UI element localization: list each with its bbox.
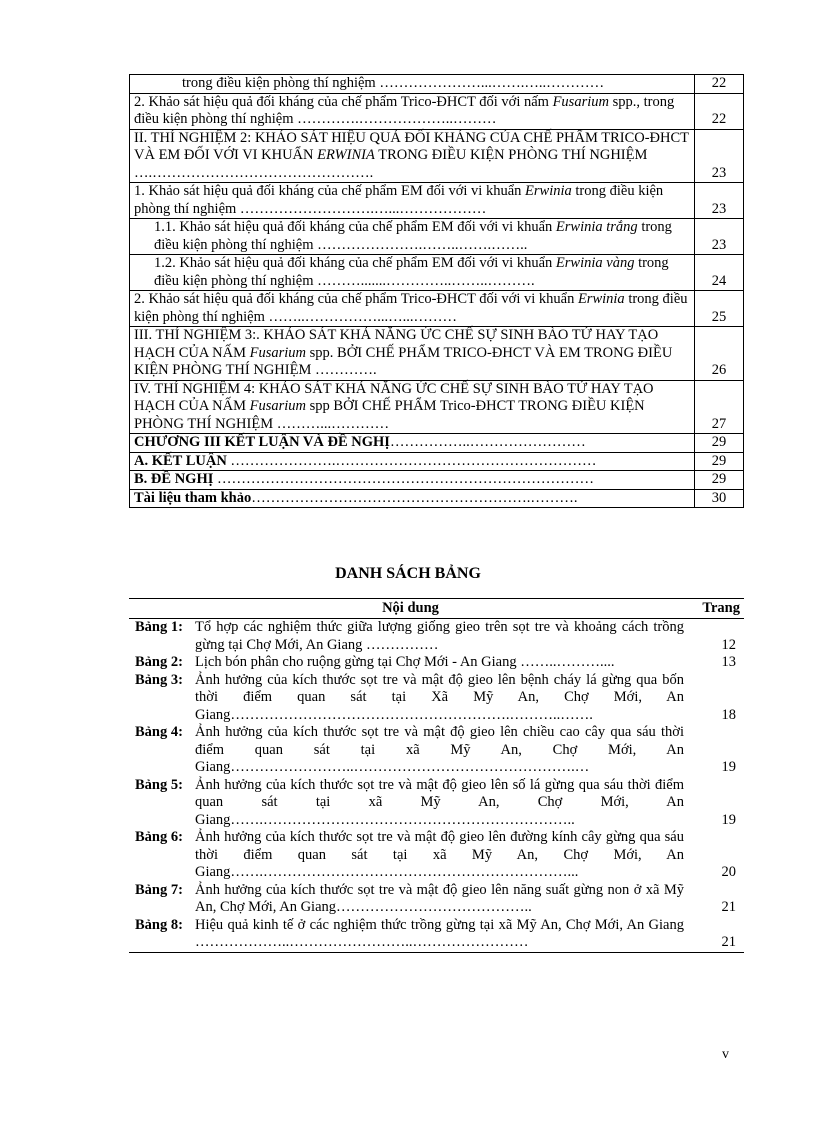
table-page: 12 [721, 636, 736, 653]
table-page: 19 [721, 759, 736, 775]
toc-row [130, 489, 744, 508]
toc-table [129, 74, 744, 508]
toc-entry: III. THÍ NGHIỆM 3:. KHẢO SÁT KHẢ NĂNG ỨC CHẾ SỰ SINH BÀO TỬ HAY TẠO HẠCH CỦA NẤM Fusarium spp. BỞI CHẾ PHẨM TRICO-ĐHCT VÀ EM TRONG ĐIỀU KIỆN PHÒNG THÍ NGHIỆM …………. [130, 327, 695, 381]
table-label: Bảng 1: [135, 619, 183, 635]
list-of-tables-title: DANH SÁCH BẢNG [335, 565, 481, 582]
table-page: 13 [721, 654, 736, 670]
toc-entry: 1. Khảo sát hiệu quả đối kháng của chế phẩm EM đối với vi khuẩn Erwinia trong điều kiện phòng thí nghiệm ……………………….…...……………… [130, 183, 695, 219]
toc-page: 30 [695, 489, 744, 508]
toc-row [130, 219, 744, 255]
table-row [129, 777, 744, 830]
toc-row [130, 327, 744, 381]
toc-page: 25 [695, 291, 744, 327]
table-label: Bảng 8: [135, 916, 183, 933]
toc-entry: 2. Khảo sát hiệu quả đối kháng của chế phẩm Trico-ĐHCT đối với nấm Fusarium spp., trong điều kiện phòng thí nghiệm ………….………………..……… [130, 93, 695, 129]
table-entry: Bảng 5: Ảnh hưởng của kích thước sọt tre và mật độ gieo lên số lá gừng qua sáu thời điểm quan sát tại xã Mỹ An, Chợ Mới, An Giang…….……………………………………………………….. [135, 776, 684, 828]
table-row [129, 829, 744, 882]
list-of-tables [129, 598, 744, 953]
table-row [129, 654, 744, 672]
content-header: Nội dung [129, 599, 692, 619]
table-header-row [129, 599, 744, 619]
toc-entry: trong điều kiện phòng thí nghiệm …………………...…….…..………… [130, 75, 695, 94]
table-row [129, 882, 744, 917]
table-page: 19 [721, 811, 736, 828]
table-page: 20 [721, 864, 736, 880]
toc-row [130, 471, 744, 490]
table-entry: Bảng 2: Lịch bón phân cho ruộng gừng tại Chợ Mới - An Giang ……..……….... [135, 654, 615, 670]
page-number: v [722, 1047, 729, 1062]
toc-page: 23 [695, 183, 744, 219]
table-page: 21 [721, 899, 736, 915]
toc-entry: 1.2. Khảo sát hiệu quả đối kháng của chế phẩm EM đối với vi khuẩn Erwinia vàng trong điều kiện phòng thí nghiệm ……….......…………..……..………. [130, 255, 695, 291]
toc-row [130, 291, 744, 327]
toc-page: 23 [695, 219, 744, 255]
table-row [129, 619, 744, 655]
toc-page: 24 [695, 255, 744, 291]
toc-row [130, 380, 744, 434]
table-row [129, 917, 744, 953]
table-label: Bảng 5: [135, 776, 183, 793]
toc-entry: A. KẾT LUẬN ………………….……………………………………………… [130, 452, 695, 471]
toc-page: 27 [695, 380, 744, 434]
table-entry: Bảng 8: Hiệu quả kinh tế ở các nghiệm thức trồng gừng tại xã Mỹ An, Chợ Mới, An Giang ………………..……………………..…………………… [129, 917, 692, 953]
toc-row [130, 434, 744, 453]
table-row [129, 672, 744, 725]
toc-entry: Tài liệu tham khảo………………………………………………….………. [130, 489, 695, 508]
table-label: Bảng 7: [135, 881, 183, 898]
table-label: Bảng 4: [135, 724, 183, 740]
table-label: Bảng 6: [135, 829, 183, 845]
toc-entry: 2. Khảo sát hiệu quả đối kháng của chế phẩm Trico-ĐHCT đối với vi khuẩn Erwinia trong điều kiện phòng thí nghiệm ……..……………...…...……… [130, 291, 695, 327]
toc-page: 29 [695, 471, 744, 490]
toc-entry: CHƯƠNG III KẾT LUẬN VÀ ĐỀ NGHỊ……………..…………………… [130, 434, 695, 453]
table-entry: Bảng 7: Ảnh hưởng của kích thước sọt tre và mật độ gieo lên năng suất gừng non ở xã Mỹ An, Chợ Mới, An Giang………………………………….. [135, 881, 684, 915]
table-entry: Bảng 3: Ảnh hưởng của kích thước sọt tre và mật độ gieo lên bệnh cháy lá gừng qua bốn thời điểm quan sát tại Xã Mỹ An, Chợ Mới, An Giang………………………………………………….………..……. [135, 671, 684, 723]
toc-row [130, 75, 744, 94]
toc-row [130, 255, 744, 291]
toc-entry: B. ĐỀ NGHỊ …………………………………………………………………… [130, 471, 695, 490]
toc-page: 23 [695, 129, 744, 183]
toc-page: 22 [695, 75, 744, 94]
table-page: 18 [721, 706, 736, 723]
toc-page: 29 [695, 452, 744, 471]
toc-row [130, 452, 744, 471]
toc-page: 22 [695, 93, 744, 129]
table-entry: Bảng 1: Tổ hợp các nghiệm thức giữa lượng giống gieo trên sọt tre và khoảng cách trồng gừng tại Chợ Mới, An Giang …………… [135, 619, 684, 653]
table-entry: Bảng 6: Ảnh hưởng của kích thước sọt tre và mật độ gieo lên đường kính cây gừng qua sáu thời điểm quan sát tại xã Mỹ An, Chợ Mới, An Giang…….………………………………………………………... [135, 829, 684, 880]
toc-row [130, 129, 744, 183]
toc-page: 26 [695, 327, 744, 381]
table-entry: Bảng 4: Ảnh hưởng của kích thước sọt tre và mật độ gieo lên chiều cao cây qua sáu thời điểm quan sát tại xã Mỹ An, Chợ Mới, An Giang……………………..……………………………………….… [135, 724, 684, 775]
table-label: Bảng 3: [135, 671, 183, 688]
toc-row [130, 183, 744, 219]
toc-page: 29 [695, 434, 744, 453]
toc-entry: II. THÍ NGHIỆM 2: KHẢO SÁT HIỆU QUẢ ĐỐI KHÁNG CỦA CHẾ PHẨM TRICO-ĐHCT VÀ EM ĐỐI VỚI VI KHUẨN ERWINIA TRONG ĐIỀU KIỆN PHÒNG THÍ NGHIỆM ….………………………………………. [130, 129, 695, 183]
table-row [129, 724, 744, 777]
page-header: Trang [692, 599, 744, 619]
toc-row [130, 93, 744, 129]
toc-entry: IV. THÍ NGHIỆM 4: KHẢO SÁT KHẢ NĂNG ỨC CHẾ SỰ SINH BÀO TỬ HAY TẠO HẠCH CỦA NẤM Fusarium spp BỞI CHẾ PHẨM Trico-ĐHCT TRONG ĐIỀU KIỆN PHÒNG THÍ NGHIỆM ………...………… [130, 380, 695, 434]
toc-entry: 1.1. Khảo sát hiệu quả đối kháng của chế phẩm EM đối với vi khuẩn Erwinia trắng trong điều kiện phòng thí nghiệm ………………….……..…….…….. [130, 219, 695, 255]
table-page: 21 [692, 917, 744, 953]
table-label: Bảng 2: [135, 654, 183, 670]
